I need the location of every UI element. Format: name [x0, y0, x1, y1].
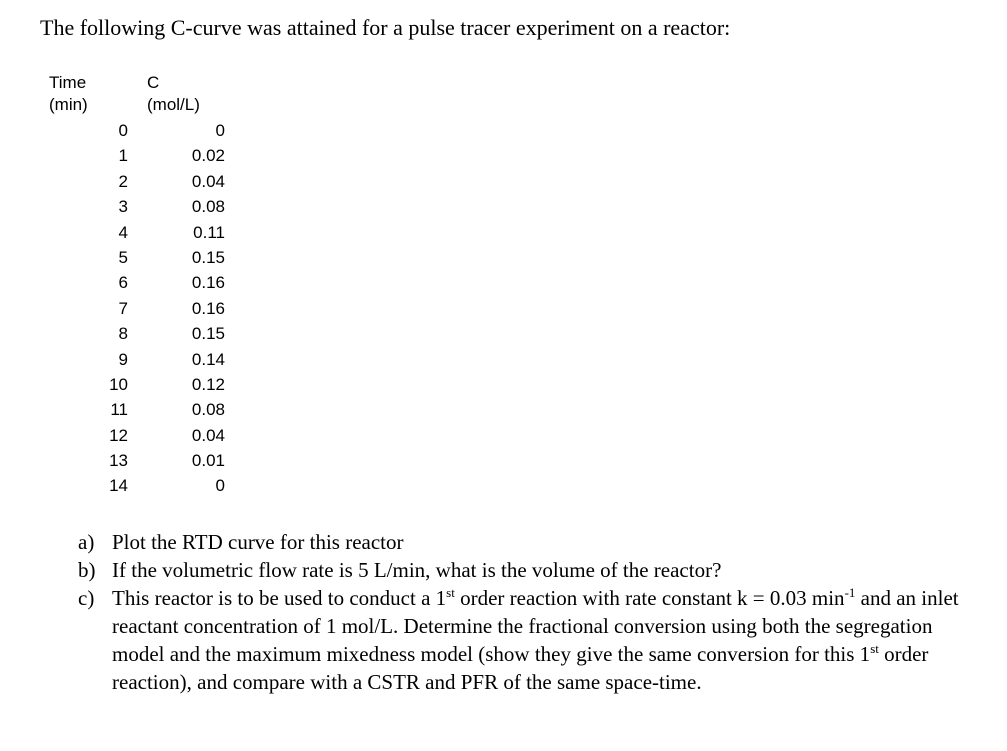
concentration-cell: 0.16: [191, 273, 225, 293]
concentration-cell: 0.15: [191, 247, 225, 267]
concentration-cell: 0.08: [191, 197, 225, 217]
time-cell: 11: [110, 400, 128, 420]
time-cell: 4: [118, 222, 128, 242]
question-b: [78, 556, 978, 584]
time-cell: 9: [118, 349, 128, 369]
ordinal-superscript: st: [870, 641, 879, 656]
time-cell: 5: [118, 247, 128, 267]
concentration-header-label: C: [147, 73, 160, 92]
question-c-text: [112, 584, 978, 696]
time-cell: 8: [118, 324, 128, 344]
exponent-superscript: -1: [844, 585, 856, 600]
time-header-unit: (min): [49, 95, 88, 114]
question-a-text: Plot the RTD curve for this reactor: [112, 530, 404, 554]
question-c-text-part4: order reaction), and compare with a CSTR and PFR of the same space-time.: [112, 642, 929, 694]
question-a-label: a): [78, 530, 95, 554]
concentration-column-header: [147, 72, 200, 116]
concentration-cell: 0: [215, 476, 225, 496]
problem-intro: The following C-curve was attained for a pulse tracer experiment on a reactor:: [40, 15, 731, 40]
concentration-cell: 0.15: [191, 324, 225, 344]
concentration-cell: 0.02: [191, 146, 225, 166]
time-cell: 3: [118, 197, 128, 217]
concentration-cell: 0.01: [191, 451, 225, 471]
question-c-label: c): [78, 586, 95, 610]
concentration-header-unit: (mol/L): [147, 95, 200, 114]
time-column-header: [49, 72, 88, 116]
time-cell: 7: [118, 298, 128, 318]
time-header-label: Time: [49, 73, 87, 92]
time-column: [60, 118, 128, 499]
concentration-cell: 0.14: [191, 349, 225, 369]
time-cell: 0: [118, 121, 128, 140]
question-c-text-part2: order reaction with rate constant k = 0.03 min: [454, 586, 845, 610]
ordinal-superscript: st: [446, 585, 455, 600]
question-c-text-part1: This reactor is to be used to conduct a 1: [112, 586, 447, 610]
time-cell: 10: [109, 374, 128, 394]
time-cell: 13: [109, 451, 128, 471]
concentration-cell: 0.12: [191, 374, 225, 394]
concentration-cell: 0.08: [191, 400, 225, 420]
concentration-cell: 0.04: [191, 425, 225, 445]
question-list: [78, 528, 978, 696]
time-cell: 14: [109, 476, 128, 496]
concentration-cell: 0.11: [193, 222, 225, 242]
time-cell: 12: [109, 425, 128, 445]
concentration-cell: 0.16: [191, 298, 225, 318]
concentration-column: [150, 118, 225, 499]
time-cell: 1: [118, 146, 128, 166]
question-c-text-part3: and an inlet reactant concentration of 1 mol/L. Determine the fractional conversion using both the segregation model and the maximum mixedness model (show they give the same conversion for this 1: [112, 586, 959, 666]
question-a: [78, 528, 978, 556]
concentration-cell: 0.04: [191, 171, 225, 191]
question-b-text: If the volumetric flow rate is 5 L/min, what is the volume of the reactor?: [112, 558, 722, 582]
question-c: [78, 584, 978, 696]
question-b-label: b): [78, 558, 96, 582]
time-cell: 6: [118, 273, 128, 293]
time-cell: 2: [118, 171, 128, 191]
concentration-cell: 0: [215, 121, 225, 140]
